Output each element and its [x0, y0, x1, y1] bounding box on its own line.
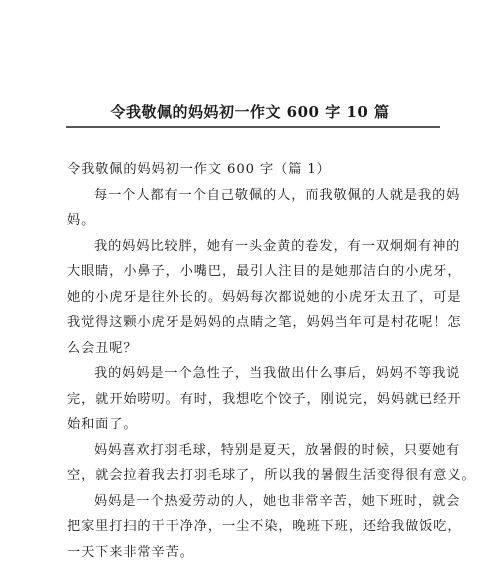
paragraph-line: 我的妈妈是一个急性子，当我做出什么事后，妈妈不等我说 [94, 366, 461, 381]
title-divider [66, 126, 440, 128]
paragraph-line: 么会丑呢？ [67, 340, 138, 356]
paragraph-line: 一天下来非常辛苦。 [67, 544, 194, 560]
paragraph-line: 始和面了。 [67, 417, 138, 432]
paragraph-line: 每一个人都有一个自己敬佩的人，而我敬佩的人就是我的妈 [94, 187, 461, 203]
paragraph-line: 把家里打扫的干干净净，一尘不染，晚班下班，还给我做饭吃， [67, 519, 462, 534]
paragraph-line: 空，就会拉着我去打羽毛球了，所以我的暑假生活变得很有意义。 [67, 468, 476, 483]
document-title: 令我敬佩的妈妈初一作文 600 字 10 篇 [110, 103, 390, 121]
paragraph-line: 妈妈是一个热爱劳动的人，她也非常辛苦，她下班时，就会 [94, 493, 461, 509]
document-body [67, 157, 476, 565]
paragraph-line: 大眼睛，小鼻子，小嘴巴，最引人注目的是她那洁白的小虎牙， [67, 264, 462, 279]
paragraph-line: 我觉得这颗小虎牙是妈妈的点睛之笔，妈妈当年可是村花呢！怎 [67, 315, 462, 330]
paragraph-line: 完，就开始唠叨。有时，我想吃个饺子，刚说完，妈妈就已经开 [67, 391, 462, 407]
paragraph-line: 她的小虎牙是往外长的。妈妈每次都说她的小虎牙太丑了，可是 [67, 289, 462, 305]
paragraph-line: 妈妈喜欢打羽毛球，特别是夏天，放暑假的时候，只要她有 [94, 442, 461, 458]
paragraph-line: 我的妈妈比较胖，她有一头金黄的卷发，有一双炯炯有神的 [94, 238, 461, 254]
section-heading: 令我敬佩的妈妈初一作文 600 字（篇 1） [67, 162, 331, 177]
paragraph-line: 妈。 [67, 213, 96, 228]
